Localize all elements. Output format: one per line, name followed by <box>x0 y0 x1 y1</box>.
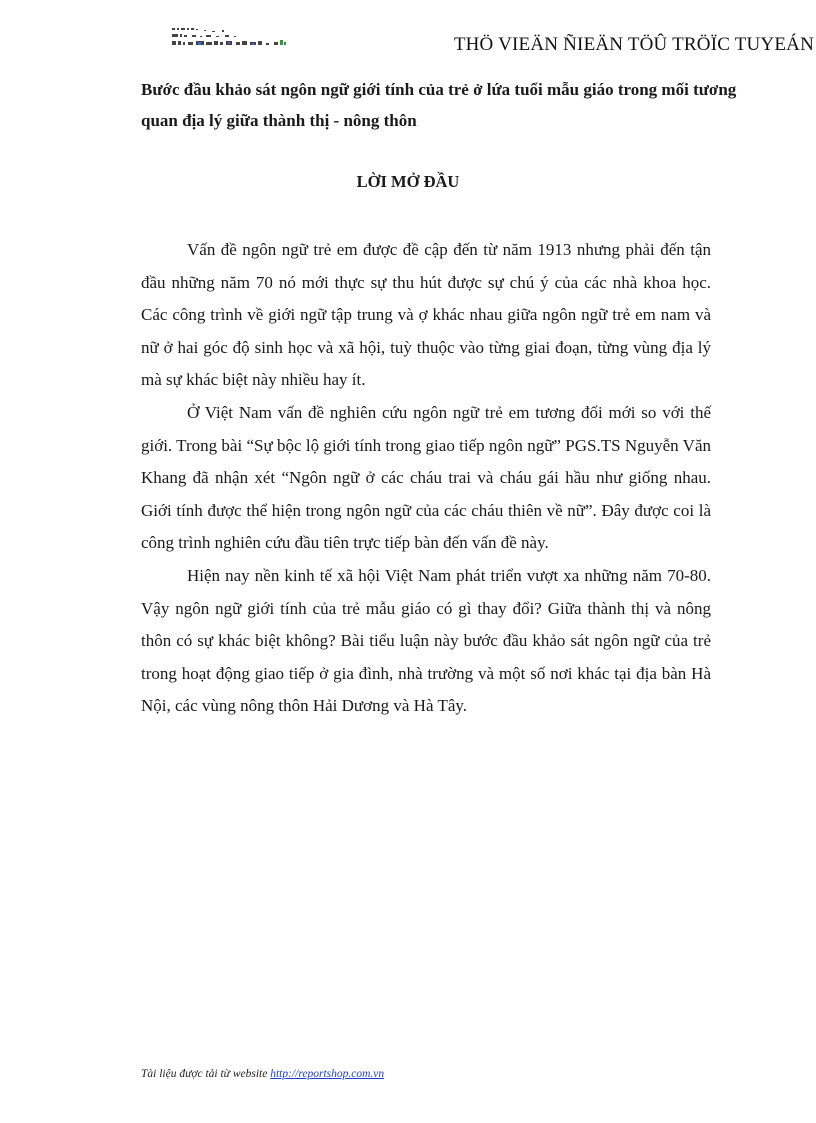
site-logo-icon <box>170 26 288 52</box>
document-body <box>141 234 711 723</box>
header-site-title: THÖ VIEÄN ÑIEÄN TÖÛ TRÖÏC TUYEÁN <box>453 34 814 55</box>
footer-prefix: Tài liệu được tải từ website <box>141 1068 271 1080</box>
document-title: Bước đầu khảo sát ngôn ngữ giới tính của trẻ ở lứa tuổi mẫu giáo trong mối tương quan địa lý giữa thành thị - nông thôn <box>141 80 737 130</box>
paragraph-2: Ở Việt Nam vấn đề nghiên cứu ngôn ngữ trẻ em tương đối mới so với thế giới. Trong bài “Sự bộc lộ giới tính trong giao tiếp ngôn ngữ” PGS.TS Nguyễn Văn Khang đã nhận xét “Ngôn ngữ ở các cháu trai và cháu gái hầu như giống nhau. Giới tính được thể hiện trong ngôn ngữ của các cháu thiên về nữ”. Đây được coi là công trình nghiên cứu đầu tiên trực tiếp bàn đến vấn đề này. <box>141 402 711 553</box>
footer-link[interactable]: http://reportshop.com.vn <box>270 1068 385 1080</box>
section-heading: LỜI MỞ ĐẦU <box>356 172 460 191</box>
paragraph-3: Hiện nay nền kinh tế xã hội Việt Nam phát triển vượt xa những năm 70-80. Vậy ngôn ngữ giới tính của trẻ mẫu giáo có gì thay đổi? Giữa thành thị và nông thôn có sự khác biệt không? Bài tiểu luận này bước đầu khảo sát ngôn ngữ của trẻ trong hoạt động giao tiếp ở gia đình, nhà trường và một số nơi khác tại địa bàn Hà Nội, các vùng nông thôn Hải Dương và Hà Tây. <box>141 565 711 716</box>
paragraph-1: Vấn đề ngôn ngữ trẻ em được đề cập đến từ năm 1913 nhưng phải đến tận đầu những năm 70 nó mới thực sự thu hút được sự chú ý của các nhà khoa học. Các công trình về giới ngữ tập trung và ợ khác nhau giữa ngôn ngữ trẻ em nam và nữ ở hai góc độ sinh học và xã hội, tuỳ thuộc vào từng giai đoạn, từng vùng địa lý mà sự khác biệt này nhiều hay ít. <box>141 240 711 390</box>
footer <box>141 1068 384 1080</box>
